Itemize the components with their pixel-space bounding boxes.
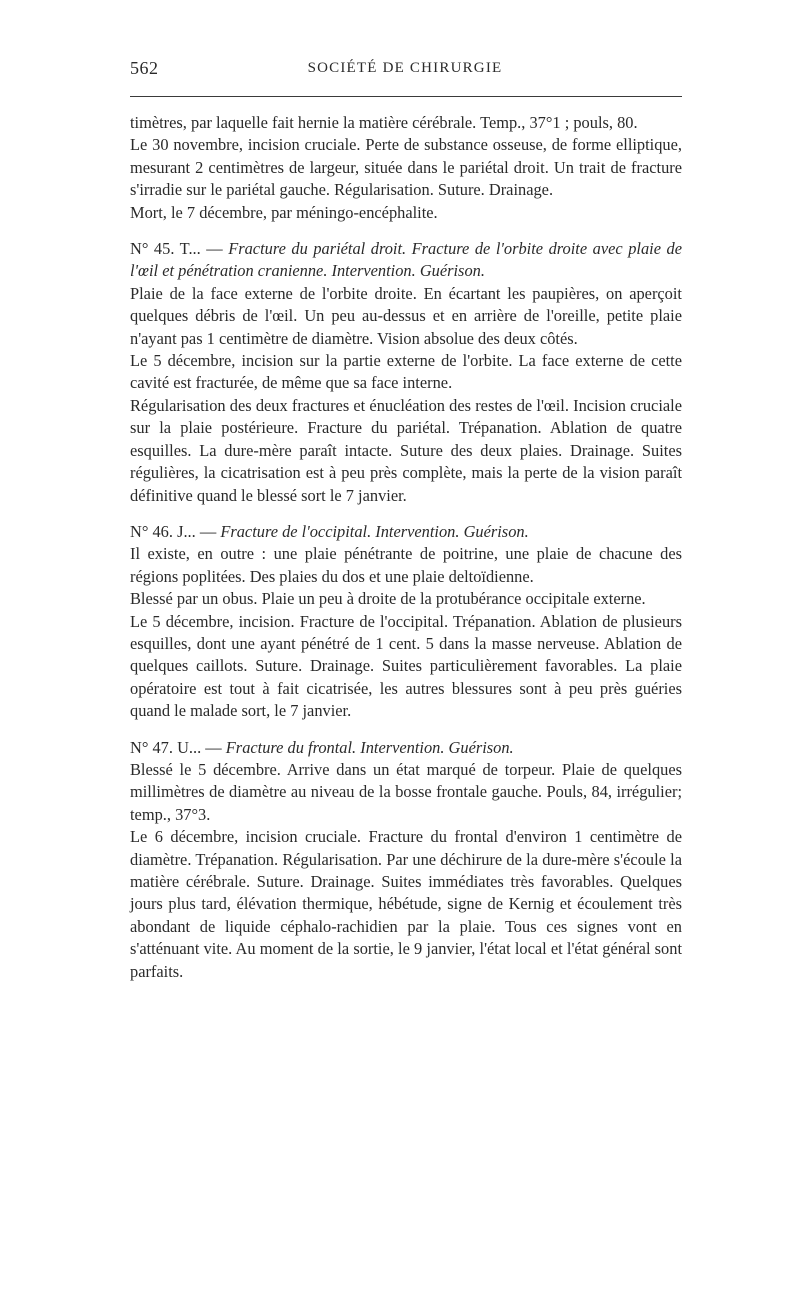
case-title: Fracture du frontal. Intervention. Guérison. [225, 737, 514, 757]
paragraph: timètres, par laquelle fait hernie la matière cérébrale. Temp., 37°1 ; pouls, 80. [130, 113, 638, 132]
running-title: SOCIÉTÉ DE CHIRURGIE [307, 60, 503, 76]
case-heading-45 [130, 238, 682, 283]
paragraph: Le 6 décembre, incision cruciale. Fracture du frontal d'environ 1 centimètre de diamètre. Trépanation. Régularisation. Par une déchirure de la dure-mère s'écoule la matière cérébrale. Suture. Drainage. Suites immédiates très favorables. Quelques jours plus tard, élévation thermique, hébétude, signe de Kernig et écoulement très abondant de liquide céphalo-rachidien par la plaie. Tous ces signes vont en s'atténuant vite. Au moment de la sortie, le 9 janvier, l'état local et l'état général sont parfaits. [130, 827, 682, 981]
page-number: 562 [130, 58, 159, 78]
paragraph: Le 5 décembre, incision. Fracture de l'occipital. Trépanation. Ablation de plusieurs esquilles, dont une ayant pénétré de 1 cent. 5 dans la masse nerveuse. Ablation de quelques caillots. Suture. Drainage. Suites particulièrement favorables. La plaie opératoire est tout à fait cicatrisée, les autres blessures sont à peu près guéries quand le malade sort, le 7 janvier. [130, 611, 682, 721]
paragraph: Mort, le 7 décembre, par méningo-encéphalite. [130, 202, 438, 222]
case-heading-46 [130, 521, 682, 543]
paragraph: Le 5 décembre, incision sur la partie externe de l'orbite. La face externe de cette cavité est fracturée, de même que sa face interne. [130, 351, 682, 393]
paragraph: Blessé le 5 décembre. Arrive dans un état marqué de torpeur. Plaie de quelques millimètres de diamètre au niveau de la bosse frontale gauche. Pouls, 84, irrégulier; temp., 37°3. [130, 759, 682, 824]
case-number: N° 46. J... — [130, 521, 221, 541]
case-number: N° 45. T... — [130, 239, 229, 259]
paragraph: Plaie de la face externe de l'orbite droite. En écartant les paupières, on aperçoit quelques débris de l'œil. Un peu au-dessus et en arrière de l'oreille, petite plaie n'ayant pas 1 centimètre de diamètre. Vision absolue des deux côtés. [130, 283, 682, 348]
case-title: Fracture de l'occipital. Intervention. Guérison. [220, 521, 529, 541]
page-header [130, 58, 680, 84]
paragraph: Régularisation des deux fractures et énucléation des restes de l'œil. Incision cruciale sur la plaie postérieure. Fracture du pariétal. Trépanation. Ablation de quatre esquilles. La dure-mère paraît intacte. Suture des deux plaies. Drainage. Suites régulières, la cicatrisation est à peu près complète, mais la perte de la vision paraît définitive quand le blessé sort le 7 janvier. [130, 395, 682, 505]
paragraph: Blessé par un obus. Plaie un peu à droite de la protubérance occipitale externe. [130, 589, 646, 609]
case-title: Fracture du pariétal droit. Fracture de l'orbite droite avec plaie de l'œil et pénétration cranienne. Intervention. Guérison. [130, 239, 682, 281]
header-rule [130, 96, 682, 97]
case-number: N° 47. U... — [130, 737, 226, 757]
case-heading-47 [130, 737, 682, 759]
paragraph: Le 30 novembre, incision cruciale. Perte de substance osseuse, de forme elliptique, mesurant 2 centimètres de largeur, située dans le pariétal droit. Un trait de fracture s'irradie sur le pariétal gauche. Régularisation. Suture. Drainage. [130, 135, 682, 200]
body-text [130, 112, 682, 983]
paragraph: Il existe, en outre : une plaie pénétrante de poitrine, une plaie de chacune des régions poplitées. Des plaies du dos et une plaie deltoïdienne. [130, 544, 682, 586]
